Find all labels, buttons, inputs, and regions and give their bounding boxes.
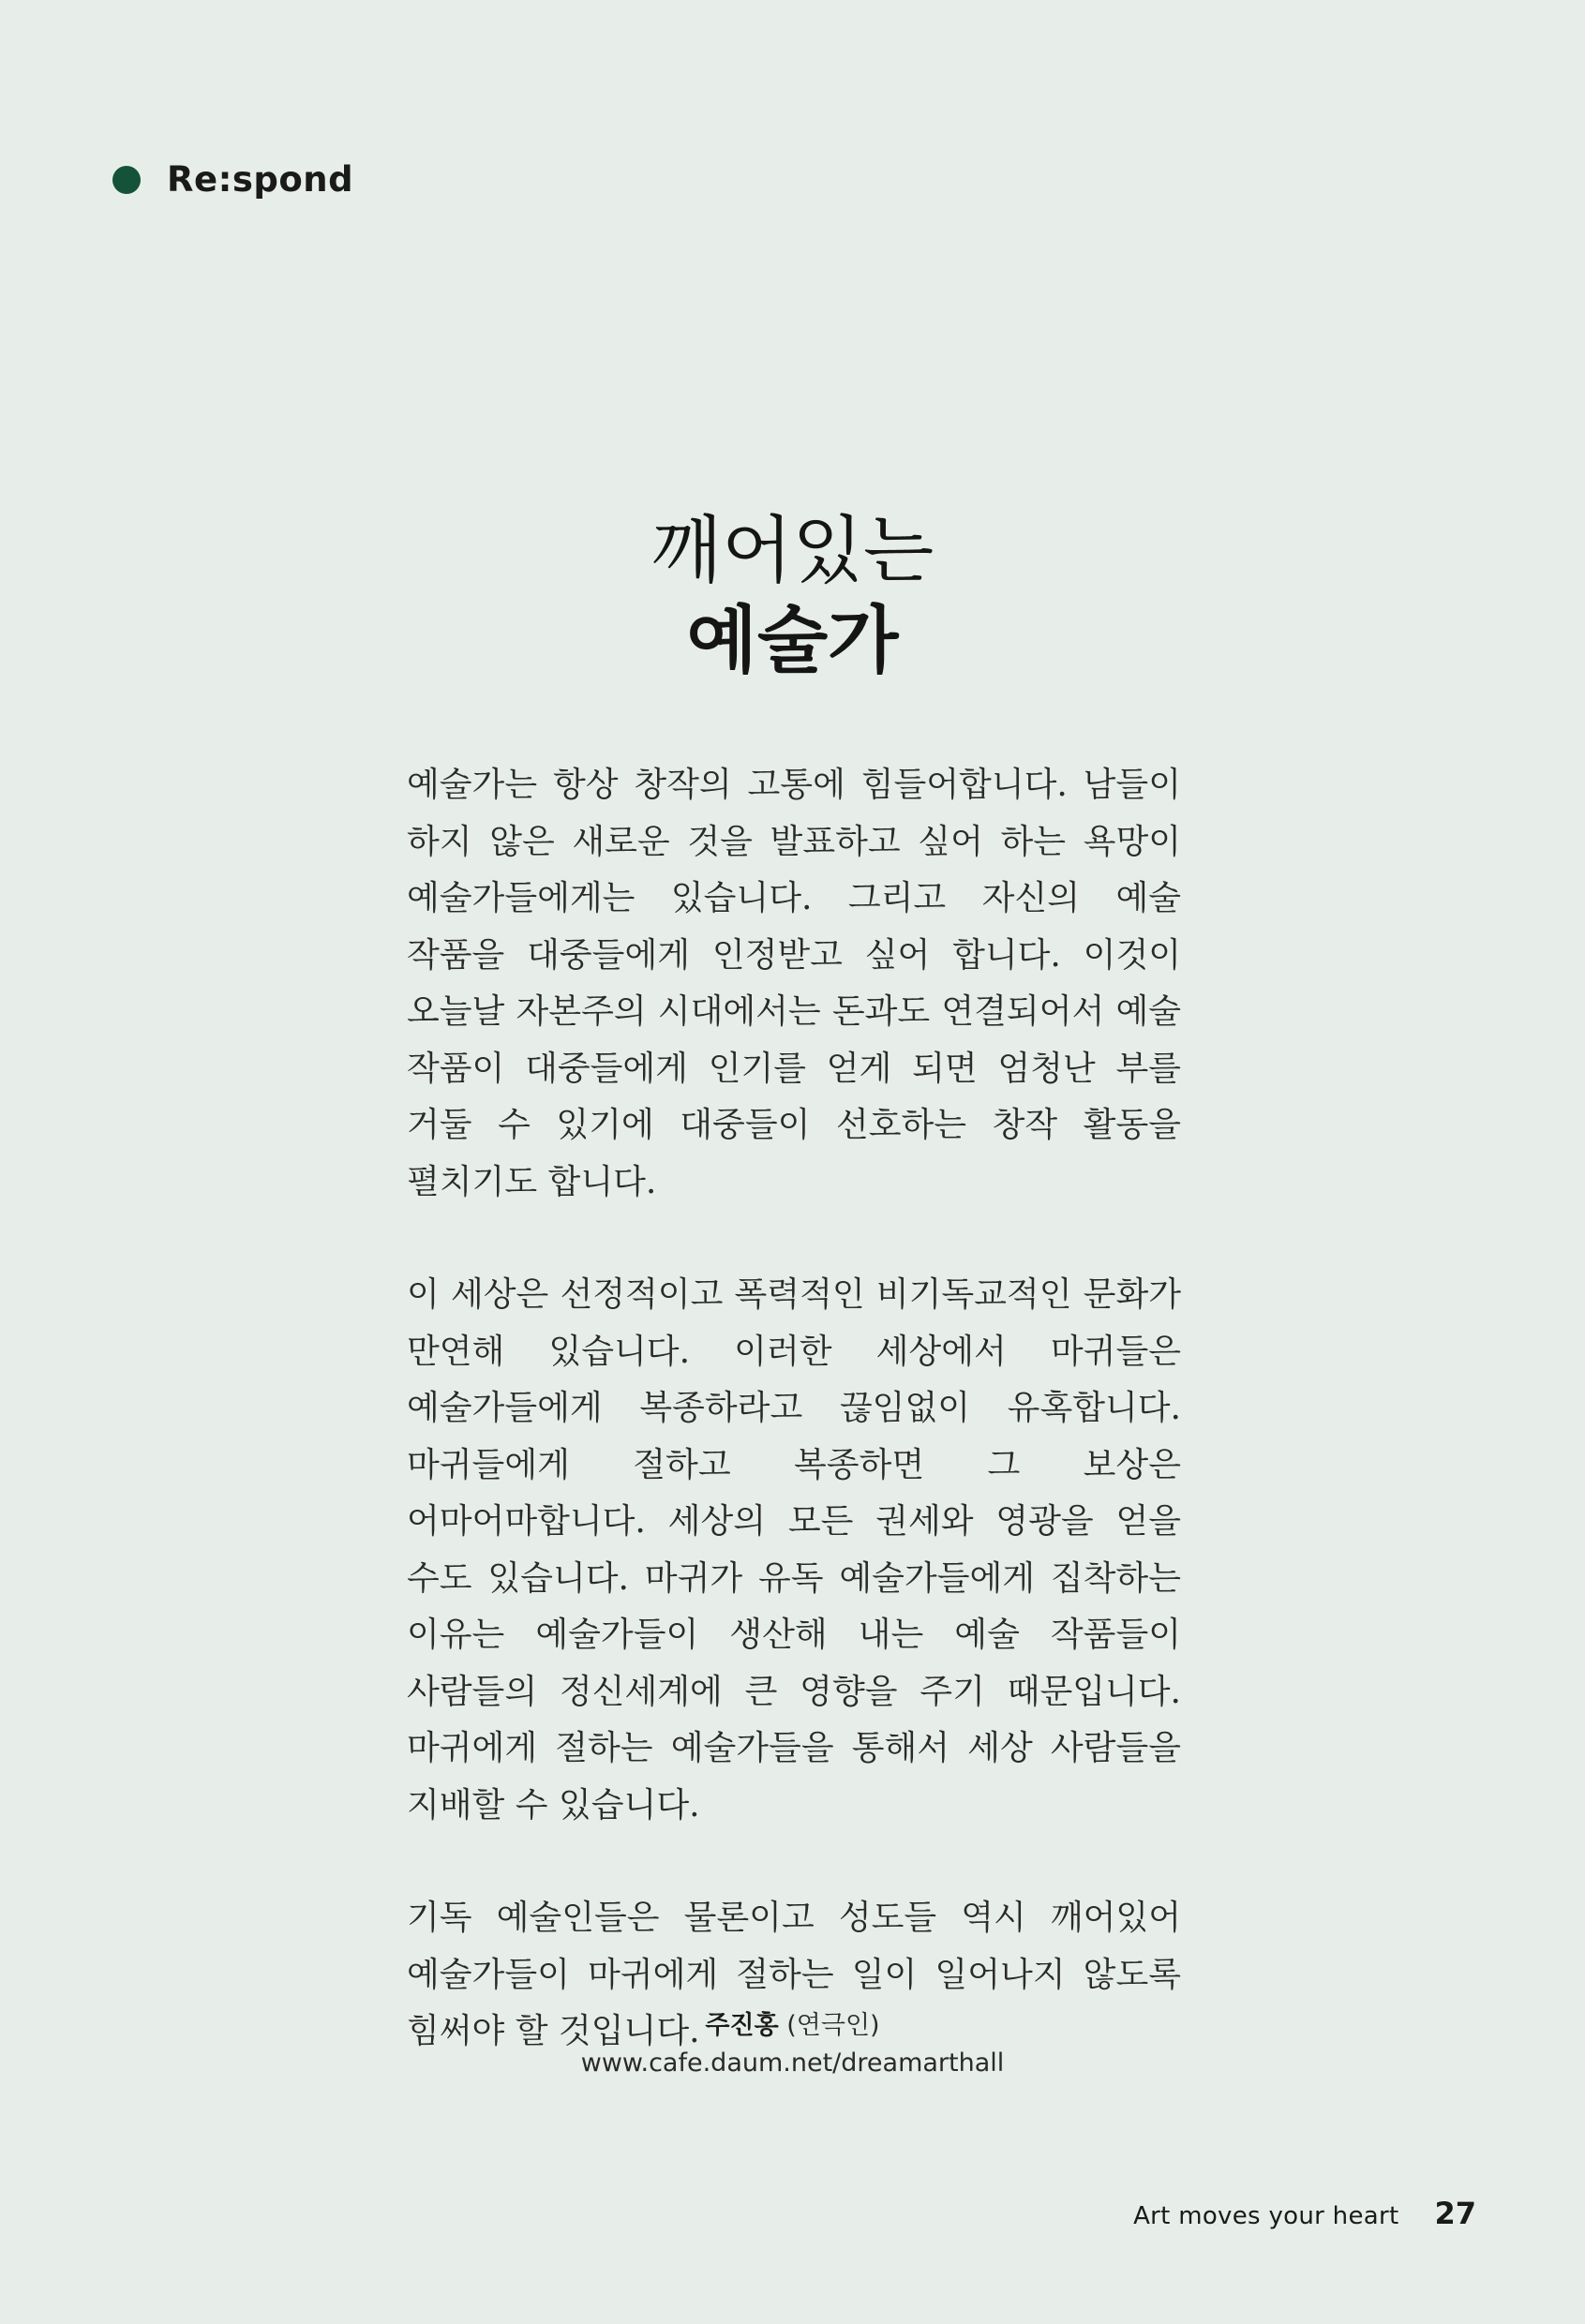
article-title: [0, 506, 1585, 686]
author-url[interactable]: www.cafe.daum.net/dreamarthall: [580, 2048, 1005, 2078]
body-paragraph-1: 예술가는 항상 창작의 고통에 힘들어합니다. 남들이 하지 않은 새로운 것을 발표하고 싶어 하는 욕망이 예술가들에게는 있습니다. 그리고 자신의 예술 작품을 대중들에게 인정받고 싶어 합니다. 이것이 오늘날 자본주의 시대에서는 돈과도 연결되어서 예술 작품이 대중들에게 인기를 얻게 되면 엄청난 부를 거둘 수 있기에 대중들이 선호하는 창작 활동을 펼치기도 합니다.: [407, 766, 1181, 1201]
title-line-1: 깨어있는: [650, 509, 935, 593]
title-line-2: 예술가: [686, 598, 899, 683]
footer-tagline: Art moves your heart: [1133, 2202, 1399, 2230]
section-label: Re:spond: [167, 159, 354, 200]
page-number: 27: [1434, 2196, 1476, 2231]
author-signature: [0, 2007, 1585, 2082]
section-dot-icon: [112, 166, 141, 194]
body-paragraph-3: 기독 예술인들은 물론이고 성도들 역시 깨어있어 예술가들이 마귀에게 절하는 일이 일어나지 않도록 힘써야 할 것입니다.: [407, 1899, 1181, 2050]
author-line: [0, 2007, 1585, 2045]
section-tag: [112, 159, 353, 200]
author-role: (연극인): [786, 2011, 880, 2040]
page-footer: [1133, 2196, 1476, 2231]
article-body: [407, 757, 1181, 2117]
body-paragraph-2: 이 세상은 선정적이고 폭력적인 비기독교적인 문화가 만연해 있습니다. 이러한 세상에서 마귀들은 예술가들에게 복종하라고 끊임없이 유혹합니다. 마귀들에게 절하고 복종하면 그 보상은 어마어마합니다. 세상의 모든 권세와 영광을 얻을 수도 있습니다. 마귀가 유독 예술가들에게 집착하는 이유는 예술가들이 생산해 내는 예술 작품들이 사람들의 정신세계에 큰 영향을 주기 때문입니다. 마귀에게 절하는 예술가들을 통해서 세상 사람들을 지배할 수 있습니다.: [407, 1275, 1181, 1825]
author-name: 주진홍: [705, 2011, 779, 2040]
